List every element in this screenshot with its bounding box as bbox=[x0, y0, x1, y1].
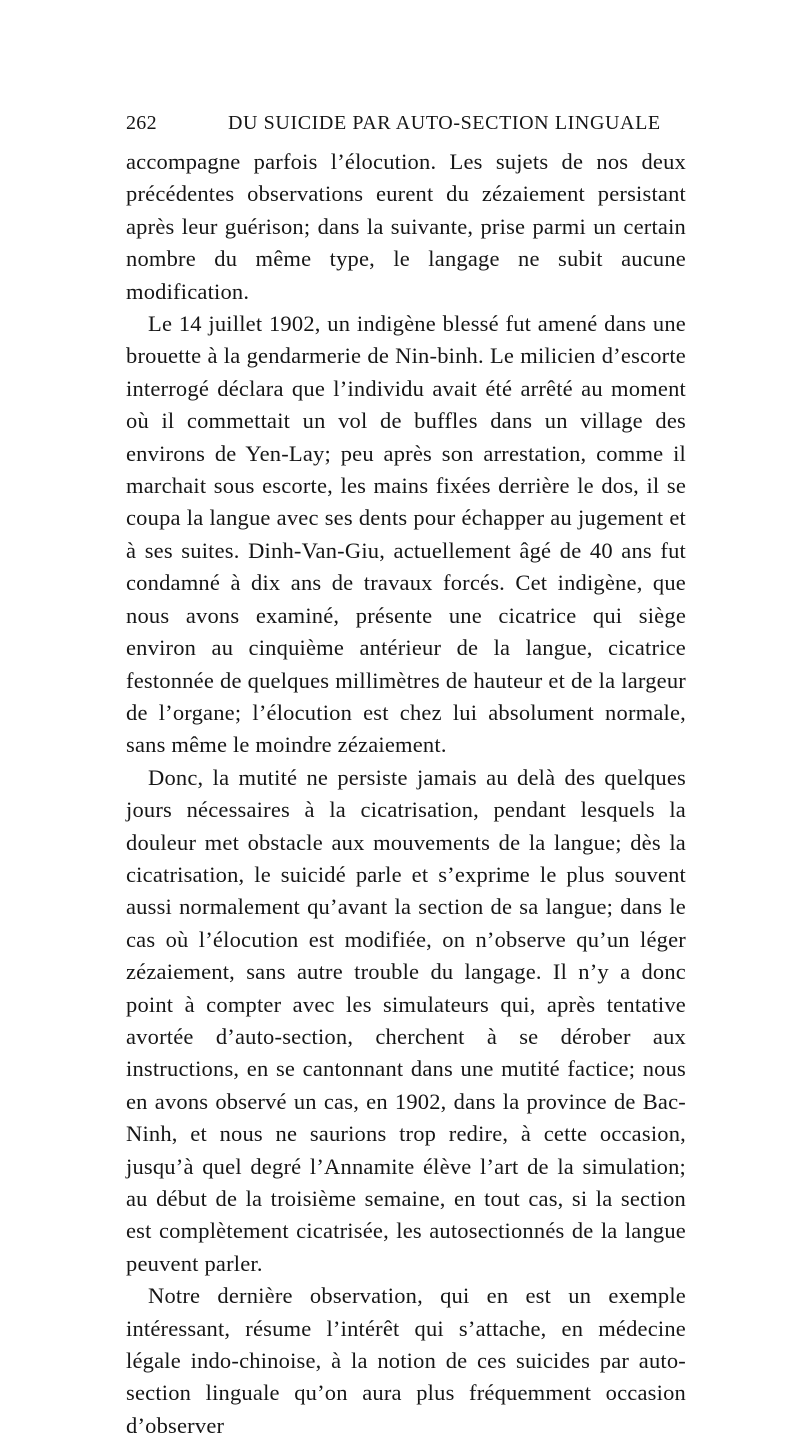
paragraph-last-observation: Notre dernière observation, qui en est un exemple intéressant, résume l’intérêt qui s’attache, en médecine légale indo-chinoise, à la notion de ces suicides par auto-section linguale qu’on aura plus fréquemment occasion d’observer bbox=[126, 1283, 686, 1438]
paragraph-case-report: Le 14 juillet 1902, un indigène blessé fut amené dans une brouette à la gendarmerie de Nin-binh. Le milicien d’escorte interrogé déclara que l’individu avait été arrêté au moment où il commettait un vol de buffles dans un village des environs de Yen-Lay; peu après son arrestation, comme il marchait sous escorte, les mains fixées derrière le dos, il se coupa la langue avec ses dents pour échapper au jugement et à ses suites. Dinh-Van-Giu, actuellement âgé de 40 ans fut condamné à dix ans de travaux forcés. Cet indigène, que nous avons examiné, présente une cicatrice qui siège environ au cinquième antérieur de la langue, cicatrice festonnée de quelques millimètres de hauteur et de la largeur de l’organe; l’élocution est chez lui absolument normale, sans même le moindre zézaiement. bbox=[126, 311, 686, 758]
running-head bbox=[126, 112, 686, 142]
running-title: DU SUICIDE PAR AUTO-SECTION LINGUALE bbox=[228, 112, 661, 134]
paragraph-continuation: accompagne parfois l’élocution. Les sujets de nos deux précédentes observations eurent du zézaiement persistant après leur guérison; dans la suivante, prise parmi un certain nombre du même type, le langage ne subit aucune modification. bbox=[126, 149, 686, 304]
paragraph-mutism: Donc, la mutité ne persiste jamais au delà des quelques jours nécessaires à la cicatrisation, pendant lesquels la douleur met obstacle aux mouvements de la langue; dès la cicatrisation, le suicidé parle et s’exprime le plus souvent aussi normalement qu’avant la section de sa langue; dans le cas où l’élocution est modifiée, on n’observe qu’un léger zézaiement, sans autre trouble du langage. Il n’y a donc point à compter avec les simulateurs qui, après tentative avortée d’auto-section, cherchent à se dérober aux instructions, en se cantonnant dans une mutité factice; nous en avons observé un cas, en 1902, dans la province de Bac-Ninh, et nous ne saurions trop redire, à cette occasion, jusqu’à quel degré l’Annamite élève l’art de la simulation; au début de la troisième semaine, en tout cas, si la section est complètement cicatrisée, les autosectionnés de la langue peuvent parler. bbox=[126, 764, 686, 1276]
page-number: 262 bbox=[126, 112, 157, 134]
body-text bbox=[126, 146, 686, 1442]
